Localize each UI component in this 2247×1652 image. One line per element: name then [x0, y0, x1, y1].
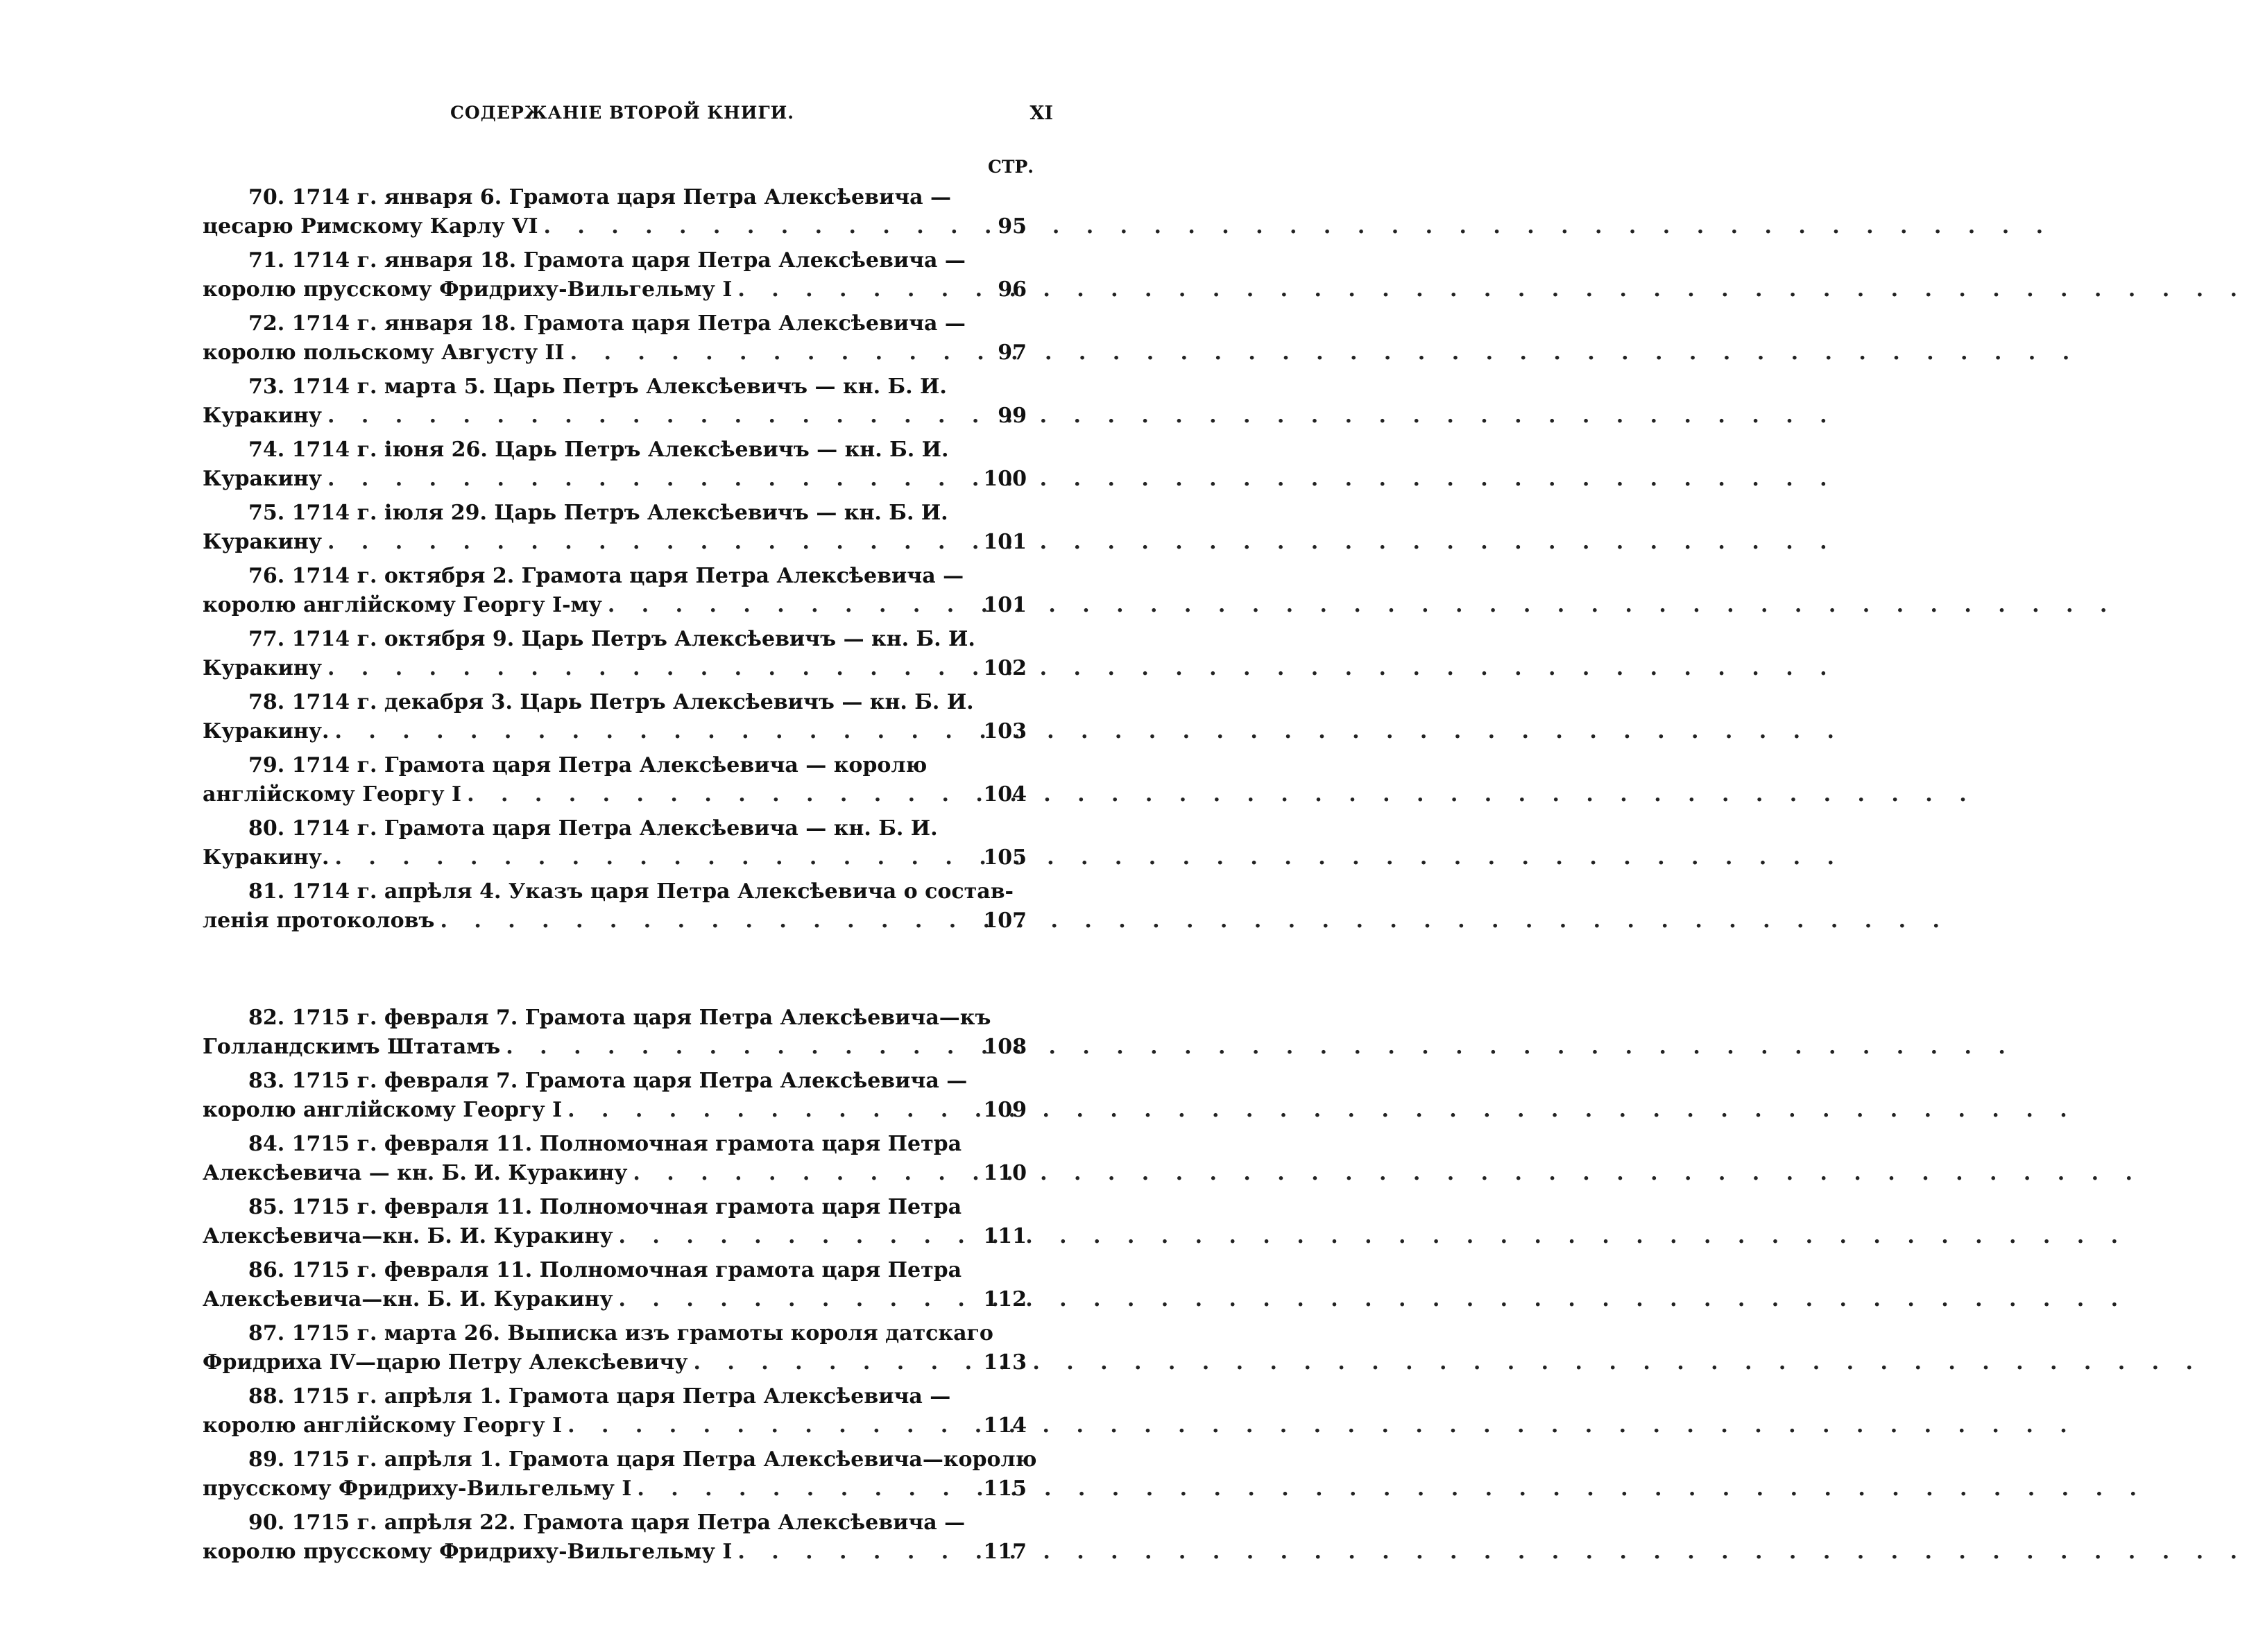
- toc-entry: [0, 308, 1210, 371]
- entry-page: 109: [983, 1098, 1027, 1122]
- toc-entry: [0, 876, 1210, 939]
- entry-heading: 87. 1715 г. марта 26. Выписка изъ грамоты короля датскаго: [248, 1321, 993, 1345]
- dot-leader: [619, 1223, 2128, 1250]
- entry-page: 101: [983, 593, 1027, 617]
- entry-continuation: Фридриха IV—царю Петру Алексѣевичу: [203, 1350, 688, 1375]
- entry-heading: 74. 1714 г. іюня 26. Царь Петръ Алексѣевичъ — кн. Б. И.: [248, 438, 949, 462]
- dot-leader: [327, 655, 1837, 682]
- toc-entry: [0, 623, 1210, 687]
- entry-page: 110: [983, 1161, 1027, 1185]
- entry-page: 115: [983, 1477, 1027, 1501]
- entry-continuation: королю прусскому Фридриху-Вильгельму I: [203, 1540, 733, 1564]
- entry-continuation: Куракину: [203, 404, 322, 428]
- entry-page: 111: [983, 1224, 1027, 1248]
- toc-entry: [0, 1381, 1210, 1444]
- toc-entry: [0, 497, 1210, 560]
- entry-continuation: Алексѣевича — кн. Б. И. Куракину: [203, 1161, 628, 1185]
- entry-page: 96: [998, 277, 1027, 302]
- dot-leader: [327, 403, 1837, 429]
- entry-page: 112: [983, 1287, 1027, 1311]
- entry-continuation: королю прусскому Фридриху-Вильгельму I: [203, 277, 733, 302]
- dot-leader: [334, 719, 1844, 745]
- toc-entry: [0, 813, 1210, 876]
- toc-entry: [0, 560, 1210, 623]
- entry-continuation: королю польскому Августу II: [203, 341, 565, 365]
- entry-continuation: Куракину.: [203, 845, 330, 870]
- entry-continuation: Алексѣевича—кн. Б. И. Куракину: [203, 1287, 613, 1311]
- entry-continuation: Куракину: [203, 467, 322, 491]
- entry-heading: 79. 1714 г. Грамота царя Петра Алексѣевича — королю: [248, 753, 928, 777]
- dot-leader: [327, 529, 1837, 556]
- entry-page: 103: [983, 719, 1027, 743]
- dot-leader: [633, 1160, 2142, 1187]
- toc-entry: [0, 1191, 1210, 1255]
- toc-entry: [0, 371, 1210, 434]
- entry-heading: 85. 1715 г. февраля 11. Полномочная грамота царя Петра: [248, 1195, 962, 1219]
- entry-page: 105: [983, 845, 1027, 870]
- entry-heading: 70. 1714 г. января 6. Грамота царя Петра Алексѣевича —: [248, 185, 952, 209]
- toc-entries: [0, 182, 1210, 1570]
- section-gap: [0, 939, 1210, 1002]
- entry-heading: 76. 1714 г. октября 2. Грамота царя Петра Алексѣевича —: [248, 564, 964, 588]
- entry-heading: 81. 1714 г. апрѣля 4. Указъ царя Петра Алексѣевича о состав-: [248, 879, 1014, 904]
- entry-heading: 78. 1714 г. декабря 3. Царь Петръ Алексѣевичъ — кн. Б. И.: [248, 690, 974, 714]
- dot-leader: [567, 1413, 2077, 1439]
- dot-leader: [608, 592, 2117, 619]
- entry-continuation: англійскому Георгу I: [203, 782, 462, 807]
- toc-entry: [0, 1318, 1210, 1381]
- entry-heading: 90. 1715 г. апрѣля 22. Грамота царя Петра Алексѣевича —: [248, 1511, 966, 1535]
- dot-leader: [506, 1034, 2015, 1060]
- entry-heading: 89. 1715 г. апрѣля 1. Грамота царя Петра Алексѣевича—королю: [248, 1447, 1037, 1472]
- entry-heading: 73. 1714 г. марта 5. Царь Петръ Алексѣевичъ — кн. Б. И.: [248, 375, 947, 399]
- dot-leader: [334, 845, 1844, 871]
- toc-entry: [0, 1444, 1210, 1507]
- entry-page: 102: [983, 656, 1027, 680]
- entry-page: 95: [998, 214, 1027, 239]
- dot-leader: [567, 1097, 2077, 1124]
- entry-page: 97: [998, 341, 1027, 365]
- entry-heading: 84. 1715 г. февраля 11. Полномочная грамота царя Петра: [248, 1132, 962, 1156]
- toc-entry: [0, 1128, 1210, 1191]
- entry-heading: 82. 1715 г. февраля 7. Грамота царя Петра Алексѣевича—къ: [248, 1006, 991, 1030]
- toc-entry: [0, 687, 1210, 750]
- toc-entry: [0, 750, 1210, 813]
- running-title: СОДЕРЖАНІЕ ВТОРОЙ КНИГИ.: [450, 103, 794, 123]
- entry-continuation: Куракину.: [203, 719, 330, 743]
- entry-continuation: королю англійскому Георгу I-му: [203, 593, 602, 617]
- entry-continuation: прусскому Фридриху-Вильгельму I: [203, 1477, 632, 1501]
- entry-page: 114: [983, 1413, 1027, 1438]
- entry-page: 113: [983, 1350, 1027, 1375]
- page-header: [0, 103, 1210, 137]
- entry-page: 108: [983, 1035, 1027, 1059]
- dot-leader: [543, 214, 2053, 240]
- entry-page: 107: [983, 909, 1027, 933]
- entry-page: 117: [983, 1540, 1027, 1564]
- entry-heading: 83. 1715 г. февраля 7. Грамота царя Петра Алексѣевича —: [248, 1069, 968, 1093]
- dot-leader: [467, 782, 1976, 808]
- toc-entry: [0, 245, 1210, 308]
- entry-continuation: Алексѣевича—кн. Б. И. Куракину: [203, 1224, 613, 1248]
- entry-heading: 80. 1714 г. Грамота царя Петра Алексѣевича — кн. Б. И.: [248, 816, 938, 841]
- dot-leader: [693, 1350, 2203, 1376]
- entry-heading: 77. 1714 г. октября 9. Царь Петръ Алексѣевичъ — кн. Б. И.: [248, 627, 975, 651]
- toc-entry: [0, 1065, 1210, 1128]
- dot-leader: [440, 908, 1949, 934]
- dot-leader: [637, 1476, 2146, 1502]
- entry-page: 101: [983, 530, 1027, 554]
- entry-continuation: королю англійскому Георгу I: [203, 1413, 563, 1438]
- entry-heading: 86. 1715 г. февраля 11. Полномочная грамота царя Петра: [248, 1258, 962, 1282]
- toc-entry: [0, 1255, 1210, 1318]
- dot-leader: [327, 466, 1837, 492]
- dot-leader: [737, 277, 2247, 303]
- dot-leader: [570, 340, 2080, 366]
- entry-continuation: Голландскимъ Штатамъ: [203, 1035, 501, 1059]
- entry-continuation: ленія протоколовъ: [203, 909, 435, 933]
- entry-page: 104: [983, 782, 1027, 807]
- toc-entry: [0, 182, 1210, 245]
- entry-page: 99: [998, 404, 1027, 428]
- toc-entry: [0, 1507, 1210, 1570]
- dot-leader: [619, 1287, 2128, 1313]
- entry-continuation: цесарю Римскому Карлу VI: [203, 214, 538, 239]
- entry-continuation: Куракину: [203, 656, 322, 680]
- entry-page: 100: [983, 467, 1027, 491]
- toc-entry: [0, 1002, 1210, 1065]
- entry-continuation: королю англійскому Георгу I: [203, 1098, 563, 1122]
- entry-heading: 72. 1714 г. января 18. Грамота царя Петра Алексѣевича —: [248, 311, 966, 336]
- toc-entry: [0, 434, 1210, 497]
- page-column-label: СТР.: [988, 157, 1034, 177]
- entry-continuation: Куракину: [203, 530, 322, 554]
- entry-heading: 88. 1715 г. апрѣля 1. Грамота царя Петра Алексѣевича —: [248, 1384, 951, 1409]
- dot-leader: [737, 1539, 2247, 1565]
- entry-heading: 71. 1714 г. января 18. Грамота царя Петра Алексѣевича —: [248, 248, 966, 273]
- entry-heading: 75. 1714 г. іюля 29. Царь Петръ Алексѣевичъ — кн. Б. И.: [248, 501, 948, 525]
- page-number: XI: [1029, 103, 1053, 124]
